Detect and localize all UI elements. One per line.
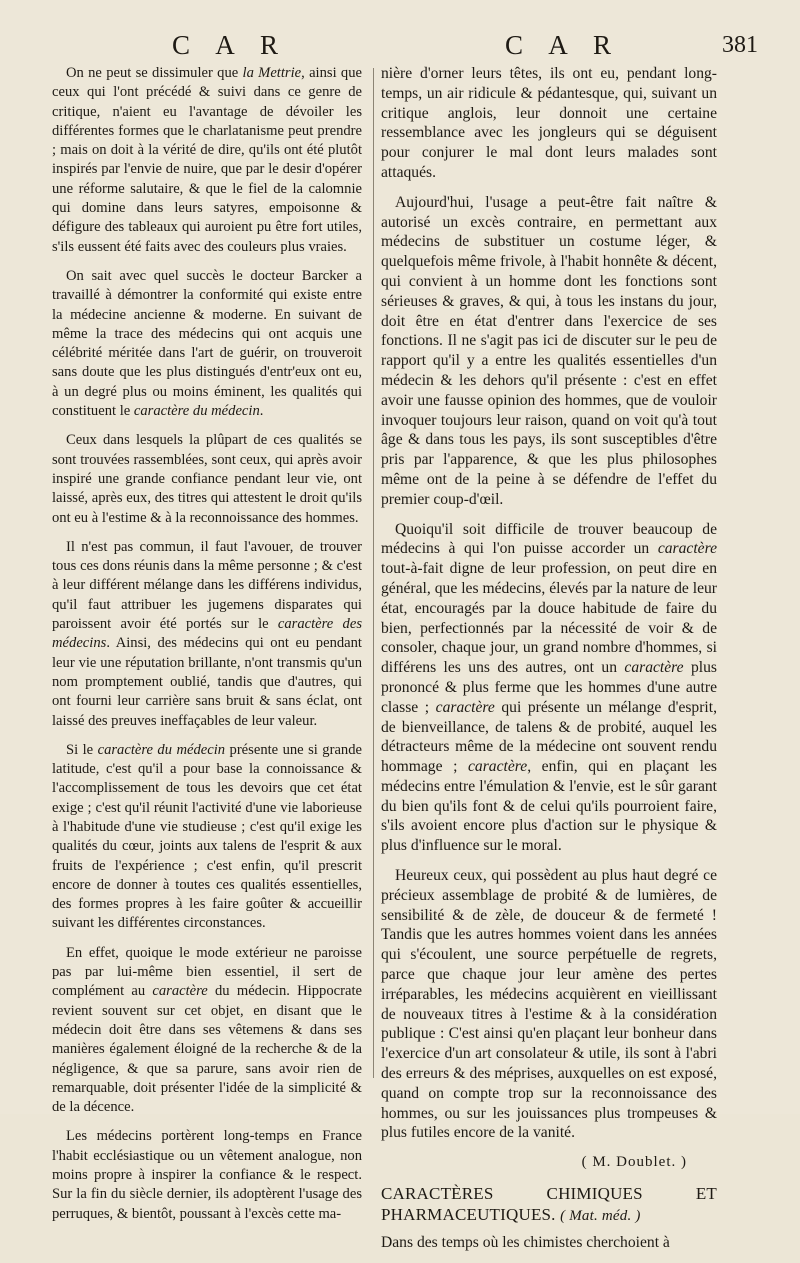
italic-text: caractère — [468, 758, 528, 776]
section-heading — [381, 1183, 717, 1227]
header-right-word: C A R — [505, 30, 622, 60]
text-run: . Ainsi, des médecins qui ont eu pendant leur vie une réputation brillante, n'ont transmis qu'un nom promptement oublié, tandis que d'autres, qui ont fourni leur carrière sans bruit & sans éclat, ont laissé des preuves ineffaçables de leur valeur. — [52, 635, 362, 729]
text-run: Quoiqu'il soit difficile de trouver beaucoup de médecins à qui l'on puisse accorder un — [381, 520, 717, 558]
text-run: Aujourd'hui, l'usage a peut-être fait naître & autorisé un excès contraire, en permettant aux médecins de substituer un costume léger, & quelquefois même frivole, à l'habit honnête & décent, qui convient à un homme dont les fonctions sont sérieuses & graves, & qui, à tous les instans du jour, doit être en état d'entrer dans l'exercice de ses fonctions. Il ne s'agit pas ici de discuter sur le peu de rapport qu'il y a entre les qualités essentielles d'un médecin & les dehors qu'il présente : c'est en effet avoir une fausse opinion des hommes, que de vouloir invoquer toujours leur raison, quand on voit qu'à tout âge & dans tous les pays, ils sont susceptibles d'être pris par l'apparence, & que les plus philosophes même ont de la peine à se défendre de l'effet du premier coup-d'œil. — [381, 193, 717, 508]
text-run: . — [259, 403, 264, 420]
paragraph — [52, 431, 362, 527]
right-column-body — [381, 64, 717, 1143]
text-run: , enfin, qui en plaçant les médecins entre l'émulation & l'envie, est le sûr garant du bien qu'ils font & de celui qu'ils pourroient faire, s'ils avoient encore plus d'action sur le physique & plus d'influence sur le moral. — [381, 758, 717, 855]
text-run: On ne peut se dissimuler que — [66, 65, 243, 81]
section-subtitle: ( Mat. méd. ) — [560, 1208, 641, 1225]
paragraph — [381, 64, 717, 183]
italic-text: caractère — [435, 698, 495, 716]
text-run: Si le — [66, 741, 98, 758]
text-run: tout-à-fait digne de leur profession, on peut dire en général, que les médecins, élevés par la nature de leur état, encouragés par la douce habitude de faire du bien, perfectionnés par la nécessité de voir & de consoler, chaque jour, un grand nombre d'hommes, si différens les uns des autres, ont un — [381, 560, 717, 677]
italic-text: caractère — [624, 659, 684, 677]
paragraph — [52, 741, 362, 934]
section-opening: Dans des temps où les chimistes cherchoient à — [381, 1234, 670, 1252]
header-left-word: C A R — [172, 30, 289, 60]
italic-text: caractère des médecins — [52, 616, 362, 652]
section-title: CARACTÈRES CHIMIQUES ET PHARMACEUTIQUES. — [381, 1184, 717, 1225]
paragraph — [52, 944, 362, 1118]
text-run: plus prononcé & plus ferme que les hommes d'une autre classe ; — [381, 659, 717, 716]
italic-text: caractère — [152, 983, 208, 1000]
text-run: En effet, quoique le mode extérieur ne paroisse pas par lui-même bien essentiel, il sert de complément au — [52, 944, 362, 1000]
paragraph — [52, 1127, 362, 1223]
paragraph — [381, 866, 717, 1143]
paragraph — [381, 193, 717, 510]
author-signature: ( M. Doublet. ) — [581, 1154, 687, 1171]
text-run: Les médecins portèrent long-temps en France l'habit ecclésiastique ou un vêtement analogue, non moins propre à inspirer la confiance & le respect. Sur la fin du siècle dernier, ils adoptèrent l'usage des perruques, & bientôt, poussant à l'excès cette ma- — [52, 1128, 362, 1222]
text-run: qui présente un mélange d'esprit, de bienveillance, de talens & de probité, auquel les détracteurs même de la médecine ont souvent rendu hommage ; — [381, 698, 717, 776]
text-run: Il n'est pas commun, il faut l'avouer, de trouver tous ces dons réunis dans la même personne ; & c'est à leur différent mélange dans les différens individus, qu'il faut attribuer les jugemens disparates qui paroissent avoir été portés sur le — [52, 538, 362, 633]
text-run: On sait avec quel succès le docteur Barcker a travaillé à démontrer la conformité qui existe entre la médecine ancienne & moderne. En suivant de même la trace des médecins qui ont acquis une célébrité méritée dans l'art de guérir, on trouveroit sans doute que les plus distingués d'entr'eux ont eu, à un degré plus ou moins éminent, les qualités qui constituent le — [52, 267, 362, 420]
page-number: 381 — [722, 32, 758, 58]
italic-text: la Mettrie — [242, 65, 302, 81]
right-column — [381, 64, 717, 1263]
italic-text: caractère du médecin — [133, 403, 260, 420]
left-column — [52, 64, 362, 1234]
paragraph — [52, 267, 362, 421]
text-run: du médecin. Hippocrate revient souvent sur cet objet, en disant que le médecin doit être dans ses vêtemens & dans ses manières également éloigné de la recherche & de la négligence, & que sa parure, sans avoir rien de remarquable, doit présenter l'idée de la simplicité & de la décence. — [52, 983, 362, 1116]
text-run: , ainsi que ceux qui l'ont précédé & suivi dans ce genre de critique, n'aient eu l'avantage de dévoiler les différentes formes que le charlatanisme peut prendre ; mais on doit à la vérité de dire, qu'ils ont été plutôt inspirés par l'envie de nuire, que par le desir d'opérer une réforme salutaire, & que le fiel de la calomnie qui domine dans leurs satyres, empoisonne & défigure des tableaux qui auroient pu être fort utiles, s'ils eussent été faits avec des couleurs plus vraies. — [52, 65, 362, 255]
paragraph — [52, 538, 362, 731]
text-run: présente une si grande latitude, c'est qu'il a pour base la connoissance & l'accomplissement de tous les devoirs que cet état exige ; c'est qu'il réunit l'activité d'une vie laborieuse à l'habitude d'une vie studieuse ; c'est qu'il exige les qualités du cœur, joints aux talens de l'esprit & aux fruits de l'expérience ; c'est enfin, qu'il prescrit encore de donner à toutes ces qualités essentielles, des formes propres à les faire goûter & accueillir suivant les différentes circonstances. — [52, 741, 362, 932]
paragraph — [52, 64, 362, 257]
text-run: nière d'orner leurs têtes, ils ont eu, pendant long-temps, un air ridicule & pédantesque, qui, suivant un critique anglois, leur donnoit une certaine ressemblance avec les jongleurs qui se déguisent pour conjurer le mal dont leurs malades sont attaqués. — [381, 65, 717, 181]
italic-text: caractère du médecin — [97, 741, 226, 758]
column-divider — [373, 68, 374, 1078]
italic-text: caractère — [657, 540, 717, 558]
text-run: Ceux dans lesquels la plûpart de ces qualités se sont trouvées rassemblées, sont ceux, qui après avoir inspiré une grande confiance pendant leur vie, ont laissé, après eux, des titres qui attestent le droit qu'ils ont eu à l'estime & à la reconnoissance des hommes. — [52, 432, 362, 526]
text-run: Heureux ceux, qui possèdent au plus haut degré ce précieux assemblage de probité & de lumières, de sensibilité & de zèle, de douceur & de fermeté ! Tandis que les autres hommes voient dans les années qui s'écoulent, une source perpétuelle de regrets, parce que chaque jour leur amène des pertes irréparables, les médecins acquièrent en vieillissant de nouveaux titres à l'estime & à la considération publique : C'est ainsi qu'en plaçant leur bonheur dans l'exercice d'un art consolateur & utile, ils sont à l'abri des erreurs & des méprises, auxquelles on est exposé, quand on compte trop sur la reconnoissance des hommes, ou sur les jouissances plus trompeuses & plus futiles encore de la vanité. — [381, 867, 717, 1142]
running-header — [0, 30, 800, 60]
paragraph — [381, 520, 717, 857]
